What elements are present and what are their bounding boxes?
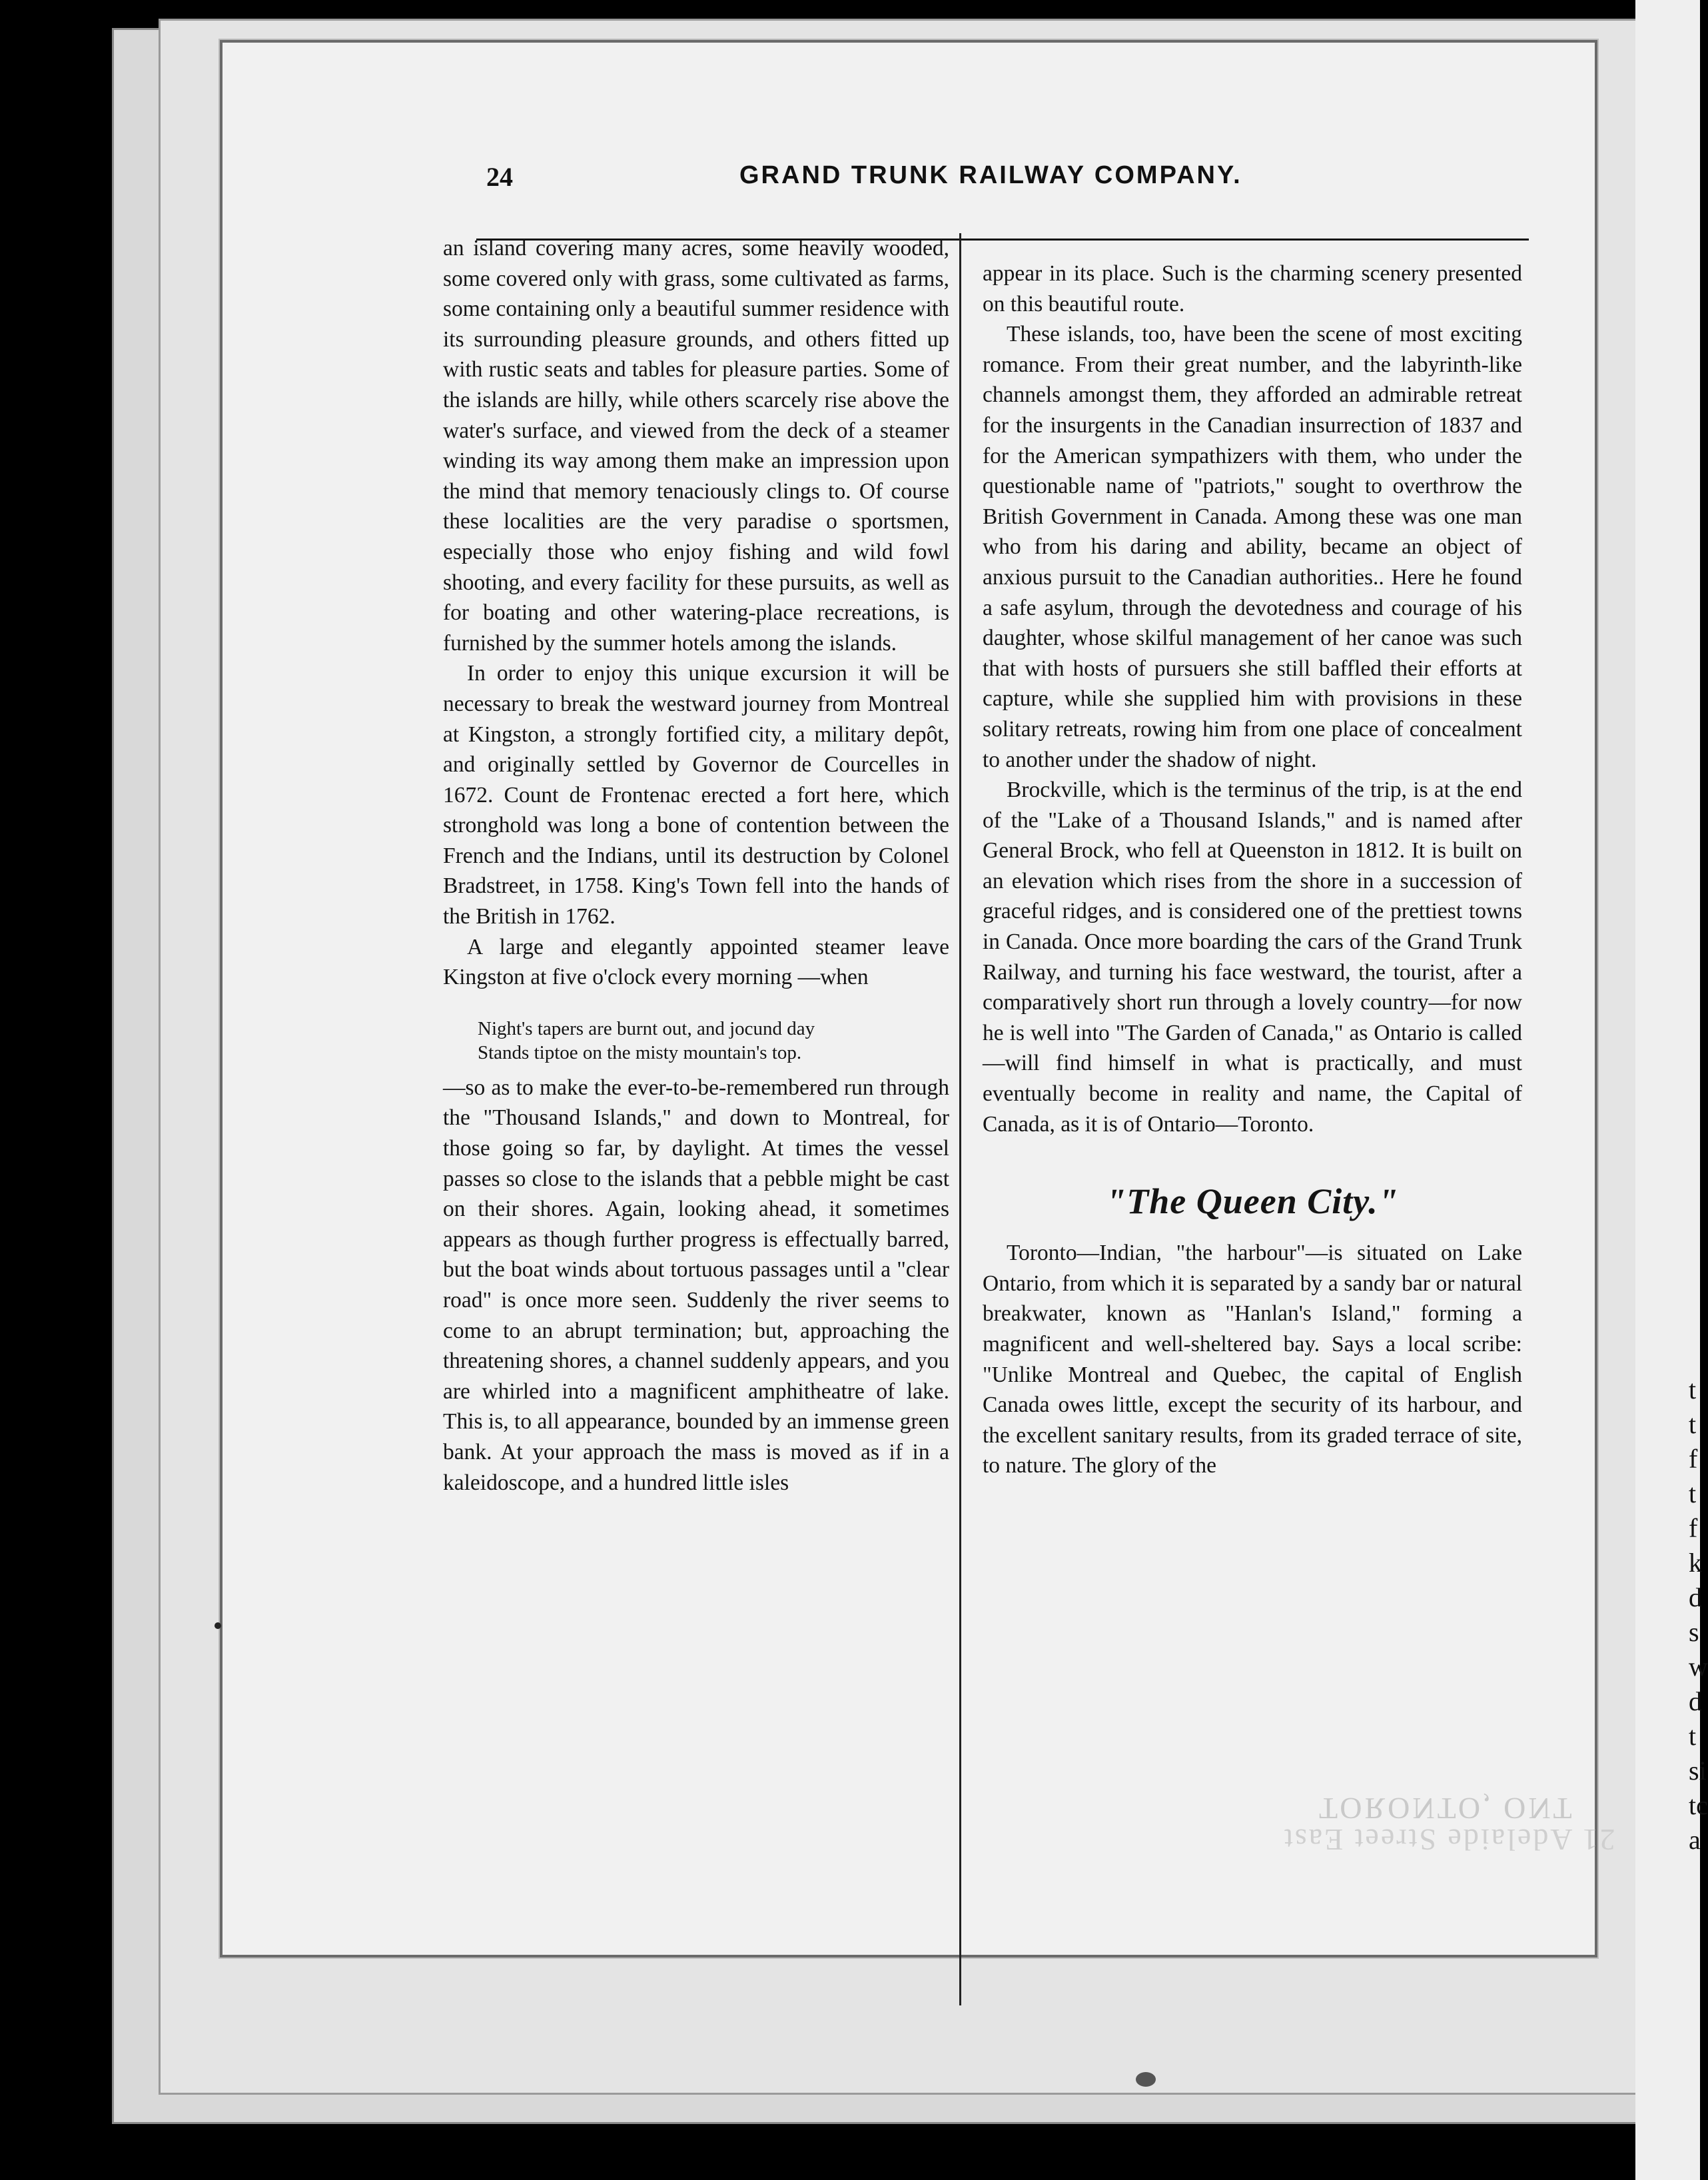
verse-line-1: Night's tapers are burnt out, and jocund day: [478, 1017, 815, 1039]
page-number: 24: [486, 162, 513, 192]
left-column: [443, 233, 949, 1498]
left-paragraph-4: —so as to make the ever-to-be-remembered run through the "Thousand Islands," and down to Montreal, for those going so far, by daylight. At times the vessel passes so close to the islands that a pebble might be cast on their shores. Again, looking ahead, it sometimes appears as though further progress is effectually barred, but the boat winds about tortuous passages until a "clear road" is once more seen. Suddenly the river seems to come to an abrupt termination; but, approaching the threatening shores, a channel suddenly appears, and you are whirled into a magnificent amphitheatre of lake. This is, to all appearance, bounded by an immense green bank. At your approach the mass is moved as if in a kaleidoscope, and a hundred little isles: [443, 1075, 950, 1495]
running-title: GRAND TRUNK RAILWAY COMPANY.: [739, 161, 1242, 189]
section-heading: "The Queen City.": [1106, 1181, 1399, 1222]
ink-dot: [214, 1622, 221, 1629]
bleed-through-text-2: 21 Adelaide Street East: [1282, 1823, 1615, 1857]
left-paragraph-1: an island covering many acres, some heavily wooded, some covered only with grass, some cultivated as farms, some containing only a beautiful summer residence with its surrounding pleasure grounds, and others fitted up with rustic seats and tables for pleasure parties. Some of the islands are hilly, while others scarcely rise above the water's surface, and viewed from the deck of a steamer winding its way among them make an impression upon the mind that memory tenaciously clings to. Of course these localities are the very paradise o sportsmen, especially those who enjoy fishing and wild fowl shooting, and every facility for these pursuits, as well as for boating and other watering-place recreations, is furnished by the summer hotels among the islands.: [443, 236, 949, 656]
verse-line-2: Stands tiptoe on the misty mountain's top.: [478, 1041, 802, 1063]
bleed-through-text: TORONTO, ONT: [1319, 1792, 1575, 1826]
right-paragraph-2: These islands, too, have been the scene of most exciting romance. From their great number, and the labyrinth-like channels amongst them, they afforded an admirable retreat for the insurgents in the Canadian insurrection of 1837 and for the American sympathizers with them, who under the questionable name of "patriots," sought to overthrow the British Government in Canada. Among these was one man who from his daring and ability, became an object of anxious pursuit to the Canadian authorities.. Here he found a safe asylum, through the devotedness and courage of his daughter, whose skilful management of her canoe was such that with hosts of pursuers she still baffled their efforts at capture, while she supplied him with provisions in these solitary retreats, rowing him from one place of concealment to another under the shadow of night.: [983, 322, 1522, 772]
left-paragraph-3: A large and elegantly appointed steamer leave Kingston at five o'clock every morning —when: [443, 934, 949, 990]
verse-quote: [478, 1017, 949, 1065]
right-paragraph-1: appear in its place. Such is the charming scenery presented on this beautiful route.: [983, 261, 1522, 316]
page-header: [486, 155, 1495, 201]
column-divider: [959, 233, 961, 2005]
right-paragraph-4: Toronto—Indian, "the harbour"—is situated on Lake Ontario, from which it is separated by a sandy bar or natural breakwater, known as "Hanlan's Island," forming a magnificent and well-sheltered bay. Says a local scribe: "Unlike Montreal and Quebec, the capital of English Canada owes little, except the security of its harbour, and the excellent sanitary results, from its graded terrace of site, to nature. The glory of the: [983, 1241, 1522, 1478]
ink-smudge: [1136, 2072, 1156, 2087]
right-column: [983, 259, 1522, 1481]
right-paragraph-3: Brockville, which is the terminus of the trip, is at the end of the "Lake of a Thousand Islands," and is named after General Brock, who fell at Queenston in 1812. It is built on an elevation which rises from the shore in a succession of graceful ridges, and is considered one of the prettiest towns in Canada. Once more boarding the cars of the Grand Trunk Railway, and turning his face westward, the tourist, after a comparatively short run through a lovely country—for now he is well into "The Garden of Canada," as Ontario is called—will find himself in what is practically, and must eventually become in reality and name, the Capital of Canada, as it is of Ontario—Toronto.: [983, 778, 1522, 1137]
left-paragraph-2: In order to enjoy this unique excursion it will be necessary to break the westward journey from Montreal at Kingston, a strongly fortified city, a military depôt, and originally settled by Governor de Courcelles in 1672. Count de Frontenac erected a fort here, which stronghold was long a bone of contention between the French and the Indians, until its destruction by Colonel Bradstreet, in 1758. King's Town fell into the hands of the British in 1762.: [443, 661, 949, 929]
facing-page-fragments: t t f t f k d s w d t si tc a: [1689, 1374, 1708, 1855]
